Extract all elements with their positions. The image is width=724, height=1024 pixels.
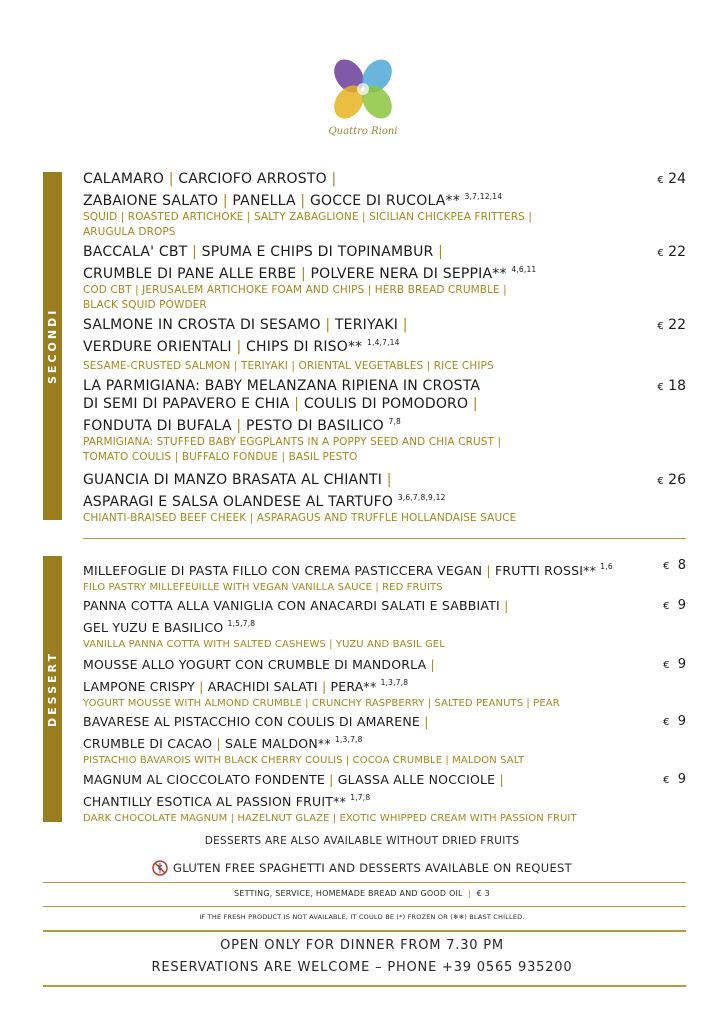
item-translation: VANILLA PANNA COTTA WITH SALTED CASHEWS | YUZU AND BASIL GEL bbox=[83, 639, 445, 650]
divider bbox=[43, 906, 686, 907]
item-name-line: CHANTILLY ESOTICA AL PASSION FRUIT** $^{1,7,8}$ bbox=[83, 793, 371, 809]
logo bbox=[318, 52, 408, 144]
menu-item-parmigiana bbox=[83, 377, 688, 465]
menu-item-millefoglie bbox=[83, 558, 688, 595]
item-price: € 9 bbox=[663, 598, 686, 613]
footer-hours: OPEN ONLY FOR DINNER FROM 7.30 PM bbox=[220, 938, 504, 953]
note-setting: SETTING, SERVICE, HOMEMADE BREAD AND GOOD OIL | € 3 bbox=[234, 889, 490, 898]
menu-item-guancia bbox=[83, 471, 688, 526]
item-name-line: SALMONE IN CROSTA DI SESAMO | TERIYAKI | bbox=[83, 317, 408, 333]
item-price: € 24 bbox=[657, 171, 686, 187]
allergens: 3,6,7,8,9,12 bbox=[397, 493, 446, 502]
gluten-free-icon bbox=[152, 860, 168, 876]
blast-chill-icon: (❄❄) bbox=[450, 913, 467, 921]
item-translation: YOGURT MOUSSE WITH ALMOND CRUMBLE | CRUNCHY RASPBERRY | SALTED PEANUTS | PEAR bbox=[83, 698, 560, 709]
item-name-line: GEL YUZU E BASILICO $^{1,5,7,8}$ bbox=[83, 619, 256, 635]
item-price: € 22 bbox=[657, 317, 686, 333]
section-bar-dessert bbox=[43, 556, 62, 822]
item-translation: CHIANTI-BRAISED BEEF CHEEK | ASPARAGUS AND TRUFFLE HOLLANDAISE SAUCE bbox=[83, 512, 517, 524]
item-name-line: DI SEMI DI PAPAVERO E CHIA | COULIS DI POMODORO | bbox=[83, 396, 478, 412]
divider bbox=[43, 930, 686, 932]
item-price: € 9 bbox=[663, 657, 686, 672]
section-bar-secondi bbox=[43, 172, 62, 520]
item-translation: FILO PASTRY MILLEFEUILLE WITH VEGAN VANILLA SAUCE | RED FRUITS bbox=[83, 582, 443, 593]
divider bbox=[83, 538, 686, 539]
section-label-dessert: DESSERT bbox=[46, 651, 59, 727]
allergens: 1,3,7,8 bbox=[380, 678, 409, 687]
item-name-line: PANNA COTTA ALLA VANIGLIA CON ANACARDI SALATI E SABBIATI | bbox=[83, 598, 509, 613]
item-name-line: ZABAIONE SALATO | PANELLA | GOCCE DI RUCOLA** $^{3,7,12,14}$ bbox=[83, 192, 503, 209]
item-name-line: CRUMBLE DI PANE ALLE ERBE | POLVERE NERA DI SEPPIA** $^{4,6,11}$ bbox=[83, 265, 537, 282]
logo-mark-icon bbox=[322, 52, 404, 126]
item-name-line: LAMPONE CRISPY | ARACHIDI SALATI | PERA** $^{1,3,7,8}$ bbox=[83, 678, 409, 694]
note-gluten-free: GLUTEN FREE SPAGHETTI AND DESSERTS AVAILABLE ON REQUEST bbox=[0, 860, 724, 876]
item-translation: ARUGULA DROPS bbox=[83, 226, 176, 238]
item-price: € 18 bbox=[657, 378, 686, 394]
divider bbox=[43, 985, 686, 987]
allergens: 1,6 bbox=[600, 562, 613, 571]
item-name-line: CALAMARO | CARCIOFO ARROSTO | bbox=[83, 171, 337, 187]
note-dried-fruits: DESSERTS ARE ALSO AVAILABLE WITHOUT DRIED FRUITS bbox=[204, 835, 520, 847]
allergens: 1,5,7,8 bbox=[227, 619, 256, 628]
allergens: 1,4,7,14 bbox=[367, 338, 400, 347]
item-name-line: CRUMBLE DI CACAO | SALE MALDON** $^{1,3,7,8}$ bbox=[83, 735, 363, 751]
allergens: 7,8 bbox=[388, 417, 402, 426]
item-name-line: MOUSSE ALLO YOGURT CON CRUMBLE DI MANDORLA | bbox=[83, 657, 435, 672]
divider bbox=[43, 882, 686, 883]
item-name-line: MILLEFOGLIE DI PASTA FILLO CON CREMA PASTICCERA VEGAN | FRUTTI ROSSI** $^{1,6}$ bbox=[83, 562, 613, 578]
menu-item-mousse bbox=[83, 656, 688, 711]
item-name-line: MAGNUM AL CIOCCOLATO FONDENTE | GLASSA ALLE NOCCIOLE | bbox=[83, 772, 504, 787]
item-translation: SQUID | ROASTED ARTICHOKE | SALTY ZABAGLIONE | SICILIAN CHICKPEA FRITTERS | bbox=[83, 211, 532, 223]
item-name-line: BACCALA' CBT | SPUMA E CHIPS DI TOPINAMBUR | bbox=[83, 244, 444, 260]
item-translation: PISTACHIO BAVAROIS WITH BLACK CHERRY COULIS | COCOA CRUMBLE | MALDON SALT bbox=[83, 755, 525, 766]
item-price: € 8 bbox=[663, 558, 686, 573]
item-name-line: GUANCIA DI MANZO BRASATA AL CHIANTI | bbox=[83, 472, 392, 488]
menu-item-magnum bbox=[83, 771, 688, 826]
item-name-line: BAVARESE AL PISTACCHIO CON COULIS DI AMARENE | bbox=[83, 714, 429, 729]
section-label-secondi: SECONDI bbox=[46, 307, 59, 385]
menu-item-baccala bbox=[83, 243, 688, 313]
item-name-line: LA PARMIGIANA: BABY MELANZANA RIPIENA IN CROSTA bbox=[83, 378, 481, 394]
footer-reservations: RESERVATIONS ARE WELCOME – PHONE +39 0565 935200 bbox=[151, 960, 573, 975]
menu-item-panna-cotta bbox=[83, 597, 688, 652]
item-price: € 9 bbox=[663, 714, 686, 729]
item-price: € 26 bbox=[657, 472, 686, 488]
item-name-line: FONDUTA DI BUFALA | PESTO DI BASILICO $^{7,8}$ bbox=[83, 417, 402, 434]
allergens: 3,7,12,14 bbox=[464, 192, 503, 201]
brand-name: Quattro Rioni bbox=[328, 126, 398, 137]
note-frozen: IF THE FRESH PRODUCT IS NOT AVAILABLE, IT COULD BE (*) FROZEN OR (❄❄) BLAST CHILLED. bbox=[199, 913, 525, 921]
allergens: 1,7,8 bbox=[350, 793, 371, 802]
allergens: 1,3,7,8 bbox=[334, 735, 363, 744]
item-price: € 22 bbox=[657, 244, 686, 260]
item-name-line: ASPARAGI E SALSA OLANDESE AL TARTUFO $^{3,6,7,8,9,12}$ bbox=[83, 493, 446, 510]
item-translation: SESAME-CRUSTED SALMON | TERIYAKI | ORIENTAL VEGETABLES | RICE CHIPS bbox=[83, 360, 494, 372]
allergens: 4,6,11 bbox=[511, 265, 537, 274]
menu-item-salmone bbox=[83, 316, 688, 374]
item-translation: DARK CHOCOLATE MAGNUM | HAZELNUT GLAZE | EXOTIC WHIPPED CREAM WITH PASSION FRUIT bbox=[83, 813, 577, 824]
item-name-line: VERDURE ORIENTALI | CHIPS DI RISO** $^{1,4,7,14}$ bbox=[83, 338, 400, 355]
item-translation: PARMIGIANA: STUFFED BABY EGGPLANTS IN A POPPY SEED AND CHIA CRUST | bbox=[83, 436, 502, 448]
item-translation: TOMATO COULIS | BUFFALO FONDUE | BASIL PESTO bbox=[83, 451, 358, 463]
menu-item-bavarese bbox=[83, 713, 688, 768]
item-translation: COD CBT | JERUSALEM ARTICHOKE FOAM AND CHIPS | HERB BREAD CRUMBLE | bbox=[83, 284, 507, 296]
item-price: € 9 bbox=[663, 772, 686, 787]
menu-item-calamaro bbox=[83, 170, 688, 240]
item-translation: BLACK SQUID POWDER bbox=[83, 299, 207, 311]
